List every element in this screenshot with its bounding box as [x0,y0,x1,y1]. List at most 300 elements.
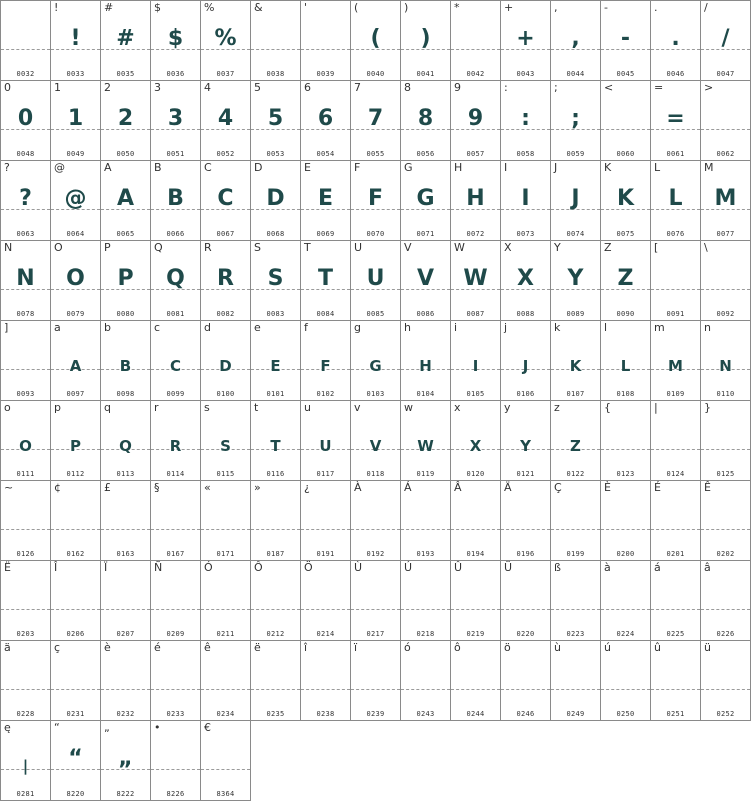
char-code: 0125 [716,470,735,478]
glyph-cell [1,321,51,401]
character-label: ) [404,1,409,14]
glyph-sample [251,581,300,617]
char-code: 0065 [116,230,135,238]
char-code: 0075 [616,230,635,238]
glyph-sample [651,261,700,297]
character-label: ù [554,641,561,654]
char-code: 0218 [416,630,435,638]
glyph-cell [351,561,401,641]
glyph-sample [651,421,700,457]
glyph-sample: D [266,186,285,211]
glyph-cell [351,321,401,401]
glyph-sample: D [219,357,232,375]
char-code: 0089 [566,310,585,318]
character-label: T [304,241,311,254]
glyph-sample: L [620,357,631,375]
glyph-sample: Y [520,437,531,455]
char-code: 8364 [216,790,235,798]
glyph-sample: L [668,186,683,211]
char-code: 0043 [516,70,535,78]
char-code: 0040 [366,70,385,78]
glyph-cell [201,321,251,401]
character-label: | [654,401,658,414]
char-code: 0243 [416,710,435,718]
char-code: 0038 [266,70,285,78]
character-label: F [354,161,361,174]
glyph-sample [601,101,650,137]
glyph-sample: ! [70,26,81,51]
character-label: § [154,481,160,494]
glyph-cell [151,561,201,641]
glyph-sample: / [721,26,730,51]
glyph-sample [401,501,450,537]
glyph-sample: G [369,357,382,375]
character-label: l [604,321,608,334]
character-label: + [504,1,514,14]
character-label: \ [704,241,708,254]
glyph-sample [151,741,200,777]
glyph-cell [601,401,651,481]
glyph-cell [51,401,101,481]
glyph-cell [601,481,651,561]
glyph-sample: J [571,186,580,211]
glyph-cell [551,401,601,481]
glyph-cell [701,1,751,81]
glyph-sample: G [416,186,435,211]
glyph-cell [351,81,401,161]
glyph-sample [551,661,600,697]
character-label: D [254,161,263,174]
character-label: b [104,321,111,334]
glyph-cell [501,161,551,241]
char-code: 0050 [116,150,135,158]
glyph-sample [701,261,750,297]
char-code: 0252 [716,710,735,718]
char-code: 0105 [466,390,485,398]
glyph-sample [51,501,100,537]
character-label: c [154,321,161,334]
glyph-sample [701,661,750,697]
char-code: 0225 [666,630,685,638]
glyph-sample: 6 [317,106,334,131]
char-code: 0041 [416,70,435,78]
glyph-cell [51,241,101,321]
glyph-sample [351,661,400,697]
glyph-sample [701,581,750,617]
glyph-sample: 3 [167,106,184,131]
char-code: 0046 [666,70,685,78]
glyph-cell [701,481,751,561]
char-code: 0091 [666,310,685,318]
char-code: 0073 [516,230,535,238]
character-label: , [554,1,558,14]
character-label: v [354,401,361,414]
glyph-cell [501,641,551,721]
character-label: t [254,401,259,414]
character-label: ö [504,641,511,654]
char-code: 0244 [466,710,485,718]
glyph-sample [701,101,750,137]
glyph-cell [351,481,401,561]
glyph-cell [651,161,701,241]
glyph-sample: T [270,437,281,455]
char-code: 0231 [66,710,85,718]
char-code: 0219 [466,630,485,638]
glyph-cell [401,561,451,641]
glyph-sample: U [366,266,385,291]
char-code: 0082 [216,310,235,318]
glyph-sample [201,661,250,697]
glyph-cell [501,81,551,161]
char-code: 0223 [566,630,585,638]
char-code: 0108 [616,390,635,398]
char-code: 0045 [616,70,635,78]
glyph-cell [601,641,651,721]
char-code: 0093 [16,390,35,398]
char-code: 0092 [716,310,735,318]
glyph-cell [51,561,101,641]
character-label: [ [654,241,659,254]
char-code: 0077 [716,230,735,238]
char-code: 0232 [116,710,135,718]
glyph-cell [1,721,51,801]
glyph-sample: P [117,266,134,291]
glyph-sample [501,661,550,697]
character-label: & [254,1,263,14]
glyph-cell [651,81,701,161]
char-code: 0171 [216,550,235,558]
char-code: 0212 [266,630,285,638]
glyph-sample [251,501,300,537]
glyph-sample [701,421,750,457]
character-label: 9 [454,81,461,94]
char-code: 0233 [166,710,185,718]
character-label: # [104,1,114,14]
char-code: 0062 [716,150,735,158]
character-label: W [454,241,465,254]
glyph-sample: J [522,357,529,375]
char-code: 0078 [16,310,35,318]
char-code: 0226 [716,630,735,638]
glyph-cell [301,561,351,641]
char-code: 0194 [466,550,485,558]
glyph-cell [151,481,201,561]
character-label: ; [554,81,558,94]
char-code: 0100 [216,390,235,398]
character-label: 8 [404,81,411,94]
glyph-sample: W [417,437,434,455]
character-label: 0 [4,81,11,94]
character-label: C [204,161,212,174]
glyph-cell [601,1,651,81]
char-code: 0113 [116,470,135,478]
char-code: 0086 [416,310,435,318]
character-label: V [404,241,412,254]
char-code: 0107 [566,390,585,398]
glyph-cell [151,241,201,321]
glyph-sample: K [616,186,635,211]
glyph-cell [301,481,351,561]
character-label: a [54,321,61,334]
glyph-cell [601,81,651,161]
glyph-sample: U [319,437,332,455]
char-code: 0055 [366,150,385,158]
char-code: 0051 [166,150,185,158]
char-code: 0044 [566,70,585,78]
glyph-cell [551,1,601,81]
char-code: 0083 [266,310,285,318]
glyph-cell [401,241,451,321]
char-code: 0115 [216,470,235,478]
glyph-cell [101,561,151,641]
glyph-sample [701,501,750,537]
glyph-sample: 1 [67,106,84,131]
char-code: 0220 [516,630,535,638]
glyph-sample: 0 [17,106,34,131]
glyph-cell [451,561,501,641]
character-label: h [404,321,411,334]
char-code: 0201 [666,550,685,558]
character-label: N [4,241,13,254]
character-label: / [704,1,708,14]
character-label: “ [54,721,60,734]
char-code: 0192 [366,550,385,558]
char-code: 0250 [616,710,635,718]
character-label: • [154,721,161,734]
glyph-cell [1,1,51,81]
glyph-sample [251,21,300,57]
character-label: P [104,241,111,254]
char-code: 8226 [166,790,185,798]
char-code: 0123 [616,470,635,478]
glyph-sample: @ [64,186,87,211]
glyph-cell [101,321,151,401]
char-code: 0117 [316,470,335,478]
char-code: 0162 [66,550,85,558]
glyph-cell [451,241,501,321]
character-label: Á [404,481,412,494]
character-label: y [504,401,511,414]
glyph-sample: I [521,186,530,211]
glyph-cell [201,161,251,241]
glyph-cell [51,161,101,241]
char-code: 0042 [466,70,485,78]
glyph-cell [251,561,301,641]
glyph-sample: 4 [217,106,234,131]
char-code: 0084 [316,310,335,318]
char-code: 0235 [266,710,285,718]
glyph-sample: S [220,437,231,455]
glyph-sample: C [169,357,181,375]
char-code: 0187 [266,550,285,558]
character-label: Q [154,241,163,254]
char-code: 0126 [16,550,35,558]
glyph-cell [1,241,51,321]
character-label: - [604,1,608,14]
glyph-cell [401,1,451,81]
character-label: : [504,81,508,94]
glyph-cell [101,721,151,801]
glyph-cell [151,161,201,241]
char-code: 0196 [516,550,535,558]
glyph-cell [501,1,551,81]
char-code: 0103 [366,390,385,398]
character-label: „ [104,721,110,734]
glyph-sample [101,661,150,697]
character-label: € [204,721,211,734]
char-code: 0058 [516,150,535,158]
glyph-sample: V [416,266,435,291]
character-label: X [504,241,512,254]
glyph-cell [551,481,601,561]
character-label: à [604,561,611,574]
glyph-cell [1,481,51,561]
glyph-sample: C [217,186,234,211]
char-code: 0074 [566,230,585,238]
glyph-cell [551,561,601,641]
glyph-sample: 7 [367,106,384,131]
glyph-sample: I [472,357,479,375]
glyph-cell [401,481,451,561]
glyph-sample [401,661,450,697]
glyph-cell [451,641,501,721]
character-label: ú [604,641,611,654]
glyph-cell [251,321,301,401]
char-code: 0199 [566,550,585,558]
glyph-sample: N [719,357,732,375]
glyph-sample: Q [119,437,132,455]
character-label: ç [54,641,61,654]
char-code: 0121 [516,470,535,478]
char-code: 0064 [66,230,85,238]
glyph-cell [1,401,51,481]
glyph-cell [151,321,201,401]
character-label: ' [304,1,308,14]
character-label: Ô [254,561,263,574]
character-label: i [454,321,458,334]
character-label: £ [104,481,111,494]
glyph-cell [101,641,151,721]
glyph-cell [351,401,401,481]
character-label: È [604,481,611,494]
glyph-sample: | [22,757,29,775]
character-label: @ [54,161,65,174]
char-code: 0206 [66,630,85,638]
glyph-cell [301,241,351,321]
character-label: ] [4,321,9,334]
glyph-sample: E [270,357,281,375]
glyph-cell [501,481,551,561]
glyph-cell [251,1,301,81]
glyph-cell [701,161,751,241]
glyph-sample [451,661,500,697]
char-code: 0228 [16,710,35,718]
character-label: ¢ [54,481,61,494]
character-label: Ú [404,561,413,574]
glyph-sample: = [666,106,685,131]
glyph-sample: . [671,26,680,51]
glyph-sample: T [317,266,333,291]
char-code: 0059 [566,150,585,158]
glyph-sample [501,501,550,537]
char-code: 0068 [266,230,285,238]
character-label: û [654,641,661,654]
glyph-cell [501,321,551,401]
character-label: ! [54,1,59,14]
glyph-cell [251,641,301,721]
char-code: 0101 [266,390,285,398]
glyph-cell [101,161,151,241]
glyph-cell [51,81,101,161]
glyph-sample [201,741,250,777]
glyph-cell [51,481,101,561]
char-code: 0060 [616,150,635,158]
character-label: ä [4,641,11,654]
character-label: 3 [154,81,161,94]
glyph-cell [1,641,51,721]
glyph-cell [51,1,101,81]
glyph-cell [601,561,651,641]
character-label: ß [554,561,561,574]
glyph-cell [451,321,501,401]
glyph-sample [301,581,350,617]
glyph-cell [301,81,351,161]
character-label: } [704,401,711,414]
glyph-sample [1,501,50,537]
char-code: 0111 [16,470,35,478]
character-label: e [254,321,261,334]
glyph-sample [401,581,450,617]
glyph-sample [1,341,50,377]
char-code: 0085 [366,310,385,318]
char-code: 0063 [16,230,35,238]
glyph-cell [701,321,751,401]
char-code: 0071 [416,230,435,238]
character-label: Ó [204,561,213,574]
glyph-sample: Y [567,266,584,291]
character-label: ¿ [304,481,310,494]
glyph-cell [1,81,51,161]
character-label: 6 [304,81,311,94]
char-code: 0035 [116,70,135,78]
character-label: Û [454,561,463,574]
glyph-sample: “ [68,746,83,771]
glyph-sample: R [217,266,234,291]
char-code: 0099 [166,390,185,398]
glyph-sample: K [569,357,582,375]
glyph-sample [601,421,650,457]
glyph-cell [451,161,501,241]
character-label: Ö [304,561,313,574]
character-label: B [154,161,162,174]
glyph-cell [201,401,251,481]
glyph-sample: # [116,26,135,51]
glyph-sample: F [367,186,384,211]
character-label: 1 [54,81,61,94]
glyph-cell [201,81,251,161]
glyph-cell [501,401,551,481]
char-code: 0087 [466,310,485,318]
character-label: Ñ [154,561,163,574]
glyph-cell [151,721,201,801]
glyph-cell [151,641,201,721]
char-code: 0203 [16,630,35,638]
character-label: 7 [354,81,361,94]
glyph-sample [451,501,500,537]
char-code: 0251 [666,710,685,718]
char-code: 0116 [266,470,285,478]
char-code: 0224 [616,630,635,638]
